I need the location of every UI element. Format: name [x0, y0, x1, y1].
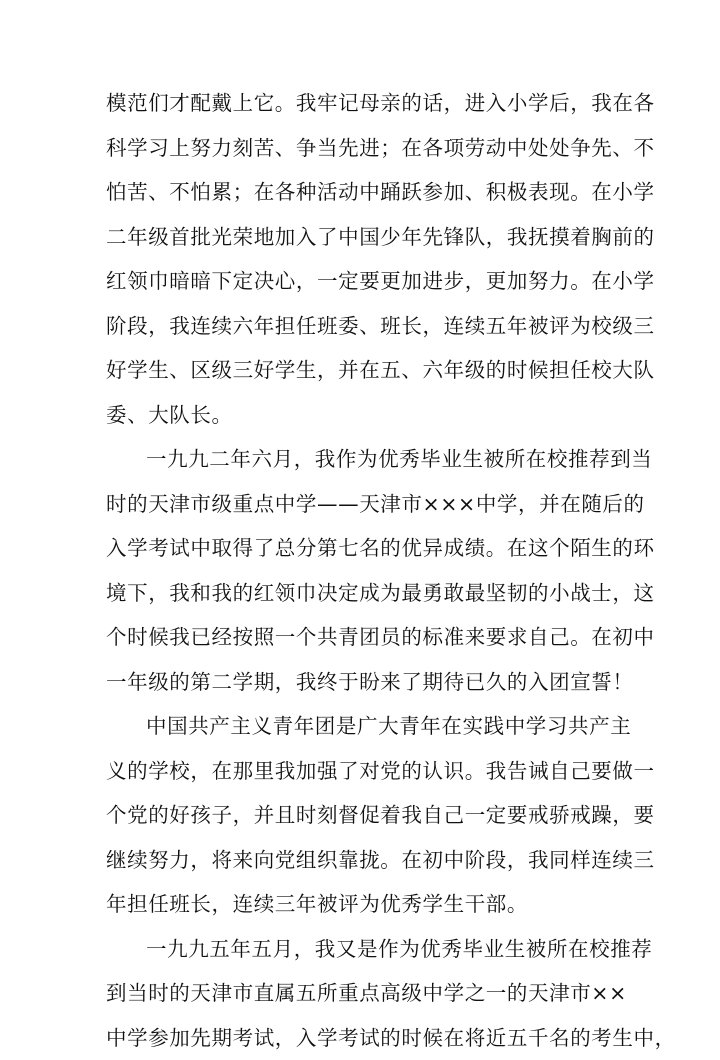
text-line: 阶段，我连续六年担任班委、班长，连续五年被评为校级三 [106, 304, 618, 349]
text-line: 二年级首批光荣地加入了中国少年先锋队，我抚摸着胸前的 [106, 215, 618, 260]
text-line: 一年级的第二学期，我终于盼来了期待已久的入团宣誓！ [106, 660, 618, 705]
text-line: 模范们才配戴上它。我牢记母亲的话，进入小学后，我在各 [106, 81, 618, 126]
text-line: 好学生、区级三好学生，并在五、六年级的时候担任校大队 [106, 348, 618, 393]
text-line: 中国共产主义青年团是广大青年在实践中学习共产主 [106, 704, 618, 749]
text-line: 到当时的天津市直属五所重点高级中学之一的天津市×× [106, 971, 618, 1016]
text-line: 个党的好孩子，并且时刻督促着我自己一定要戒骄戒躁，要 [106, 793, 618, 838]
text-line: 科学习上努力刻苦、争当先进；在各项劳动中处处争先、不 [106, 126, 618, 171]
text-line: 红领巾暗暗下定决心，一定要更加进步，更加努力。在小学 [106, 259, 618, 304]
text-line: 继续努力，将来向党组织靠拢。在初中阶段，我同样连续三 [106, 838, 618, 883]
text-line: 时的天津市级重点中学——天津市×××中学，并在随后的 [106, 482, 618, 527]
text-line: 义的学校，在那里我加强了对党的认识。我告诫自己要做一 [106, 749, 618, 794]
text-line: 境下，我和我的红领巾决定成为最勇敢最坚韧的小战士，这 [106, 571, 618, 616]
text-line: 入学考试中取得了总分第七名的优异成绩。在这个陌生的环 [106, 526, 618, 571]
text-line: 委、大队长。 [106, 393, 618, 438]
body-text [106, 81, 618, 1060]
text-line: 一九九二年六月，我作为优秀毕业生被所在校推荐到当 [106, 437, 618, 482]
text-line: 年担任班长，连续三年被评为优秀学生干部。 [106, 882, 618, 927]
text-line: 一九九五年五月，我又是作为优秀毕业生被所在校推荐 [106, 927, 618, 972]
text-line: 个时候我已经按照一个共青团员的标准来要求自己。在初中 [106, 615, 618, 660]
text-line: 怕苦、不怕累；在各种活动中踊跃参加、积极表现。在小学 [106, 170, 618, 215]
text-line: 中学参加先期考试，入学考试的时候在将近五千名的考生中， [106, 1016, 618, 1060]
